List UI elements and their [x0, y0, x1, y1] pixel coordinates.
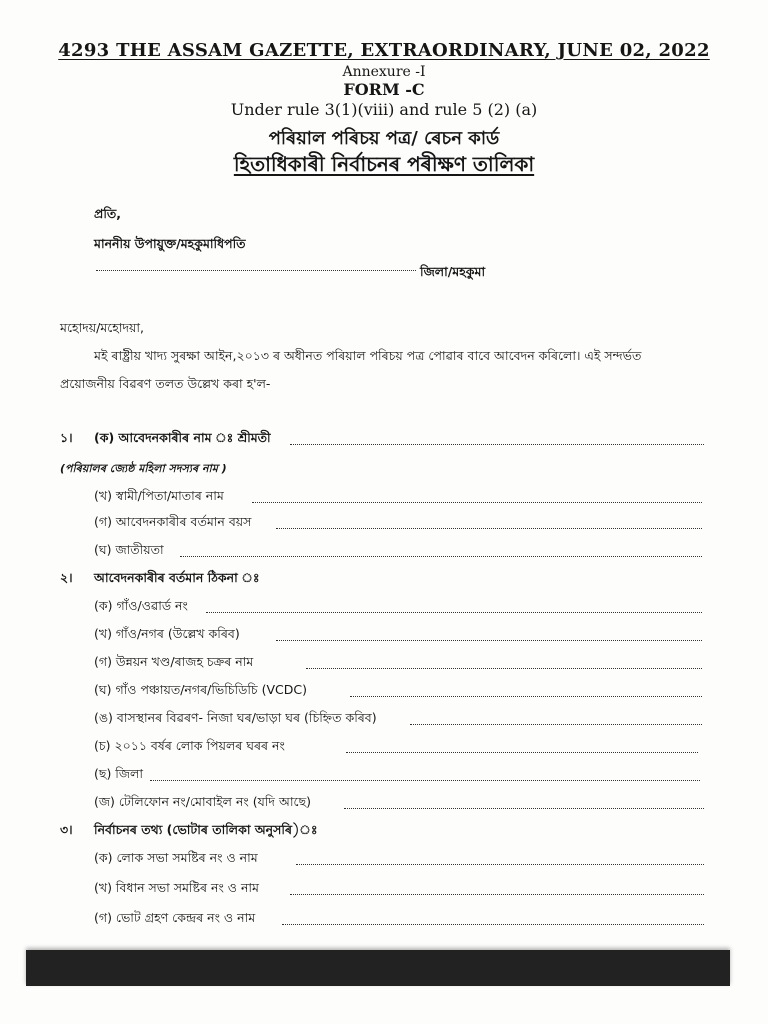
village-town-line	[276, 628, 702, 641]
guardian-name-label: (খ) স্বামী/পিতা/মাতাৰ নাম	[94, 488, 224, 503]
ward-number-line	[206, 600, 702, 613]
phone-line	[344, 796, 704, 809]
applicant-age-line	[276, 516, 702, 529]
census-house-label: (চ) ২০১১ বৰ্ষৰ লোক পিয়লৰ ঘৰৰ নং	[94, 738, 285, 753]
district-field-line	[150, 768, 700, 781]
form-label: FORM -C	[343, 80, 425, 99]
lok-sabha-line	[296, 852, 704, 865]
address-officer: মাননীয় উপায়ুক্ত/মহকুমাধিপতি	[94, 236, 246, 251]
salutation: মহোদয়/মহোদয়া,	[60, 320, 144, 335]
polling-station-line	[282, 912, 704, 925]
panchayat-line	[350, 684, 702, 697]
rule-reference: Under rule 3(1)(viii) and rule 5 (2) (a)	[230, 100, 538, 119]
phone-label: (জ) টেলিফোন নং/মোবাইল নং (যদি আছে)	[94, 794, 312, 809]
form-subtitle: হিতাধিকাৰী নিৰ্বাচনৰ পৰীক্ষণ তালিকা	[233, 152, 535, 176]
district-field-label: (ছ) জিলা	[94, 766, 143, 781]
applicant-name-line	[290, 432, 704, 445]
section-3-number: ৩।	[60, 822, 73, 837]
block-circle-label: (গ) উন্নয়ন খণ্ড/ৰাজহ চক্ৰৰ নাম	[94, 654, 254, 669]
address-to: প্ৰতি,	[94, 206, 122, 221]
assembly-label: (খ) বিধান সভা সমষ্টিৰ নং ও নাম	[94, 880, 259, 895]
ward-number-label: (ক) গাঁও/ওৱাৰ্ড নং	[94, 598, 188, 613]
residence-line	[410, 712, 702, 725]
form-title: পৰিয়াল পৰিচয় পত্ৰ/ ৰেচন কাৰ্ড	[268, 128, 500, 149]
applicant-name-label: (ক) আবেদনকাৰীৰ নাম ঃ শ্ৰীমতী	[94, 430, 271, 445]
panchayat-label: (ঘ) গাঁও পঞ্চায়ত/নগৰ/ভিচিডিচি (VCDC)	[94, 682, 307, 697]
section-2-title: আবেদনকাৰীৰ বৰ্তমান ঠিকনা ঃ	[94, 570, 260, 585]
nationality-label: (ঘ) জাতীয়তা	[94, 542, 164, 557]
census-house-line	[346, 740, 698, 753]
assembly-line	[290, 882, 704, 895]
block-circle-line	[306, 656, 702, 669]
polling-station-label: (গ) ভোট গ্ৰহণ কেন্দ্ৰৰ নং ও নাম	[94, 910, 256, 925]
residence-label: (ঙ) বাসস্থানৰ বিৱৰণ- নিজা ঘৰ/ভাড়া ঘৰ (চিহ্নিত কৰিব)	[94, 710, 377, 725]
gazette-header: 4293 THE ASSAM GAZETTE, EXTRAORDINARY, JUNE 02, 2022	[58, 40, 710, 61]
section-1-number: ১।	[60, 430, 73, 445]
nationality-line	[180, 544, 702, 557]
section-2-number: ২।	[60, 570, 73, 585]
body-line-1: মই ৰাষ্ট্ৰীয় খাদ্য সুৰক্ষা আইন,২০১৩ ৰ অধীনত পৰিয়াল পৰিচয় পত্ৰ পোৱাৰ বাবে আবেদন কৰিলো। এই সন্দৰ্ভত	[94, 348, 642, 363]
section-3-title: নিৰ্বাচনৰ তথ্য (ভোটাৰ তালিকা অনুসৰি)ঃ	[94, 822, 318, 837]
district-label: জিলা/মহকুমা	[420, 264, 486, 279]
body-line-2: প্ৰয়োজনীয় বিৱৰণ তলত উল্লেখ কৰা হ'ল-	[60, 376, 271, 391]
page-edge-shadow	[26, 950, 730, 986]
lok-sabha-label: (ক) লোক সভা সমষ্টিৰ নং ও নাম	[94, 850, 258, 865]
applicant-name-note: (পৰিয়ালৰ জ্যেষ্ঠ মহিলা সদস্যৰ নাম )	[60, 462, 227, 475]
district-dotted-line	[96, 258, 416, 271]
village-town-label: (খ) গাঁও/নগৰ (উল্লেখ কৰিব)	[94, 626, 240, 641]
applicant-age-label: (গ) আবেদনকাৰীৰ বৰ্তমান বয়স	[94, 514, 252, 529]
guardian-name-line	[252, 490, 702, 503]
annexure-label: Annexure -I	[342, 64, 426, 80]
